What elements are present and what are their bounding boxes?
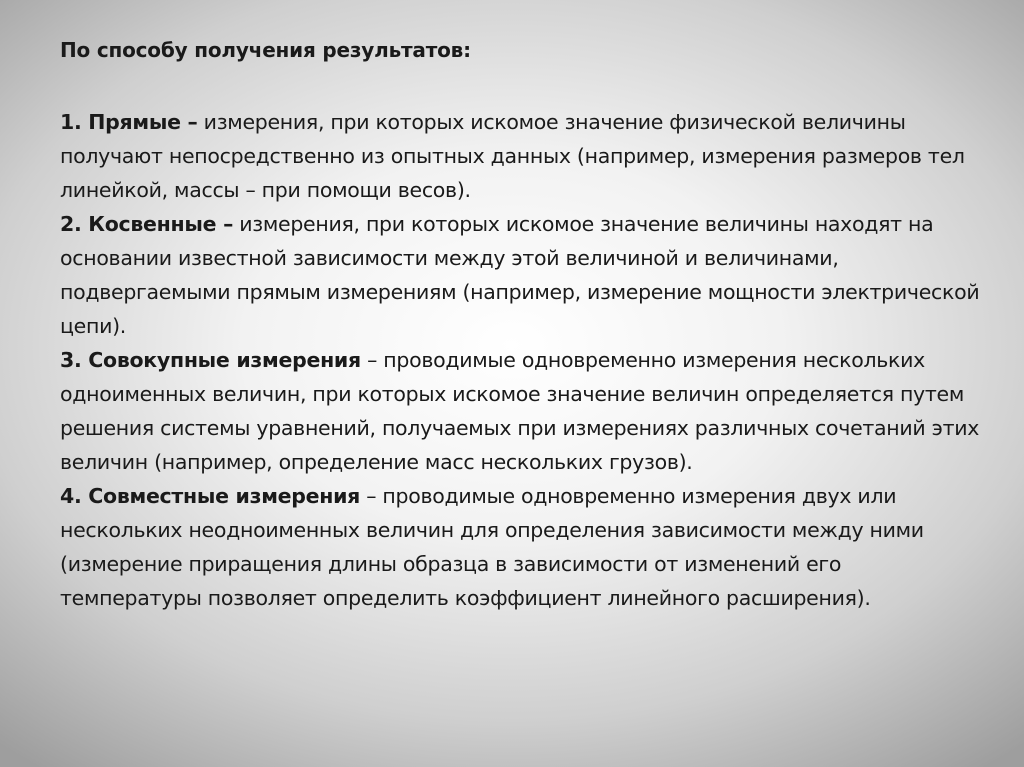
item-term: 1. Прямые – xyxy=(60,110,198,134)
item-text: – проводимые одновременно измерения двух или нескольких неодноименных величин для определения зависимости между ними (измерение приращения длины образца в зависимости от изменений его температуры позволяет определить коэффициент линейного расширения). xyxy=(60,484,924,610)
slide-title: По способу получения результатов: xyxy=(60,38,471,62)
list-item-indirect xyxy=(60,207,980,343)
item-text: измерения, при которых искомое значение физической величины получают непосредственно из опытных данных (например, измерения размеров тел линейкой, массы – при помощи весов). xyxy=(60,110,965,202)
list-item-aggregate xyxy=(60,343,980,479)
item-text: – проводимые одновременно измерения нескольких одноименных величин, при которых искомое значение величин определяется путем решения системы уравнений, получаемых при измерениях различных сочетаний этих величин (например, определение масс нескольких грузов). xyxy=(60,348,980,474)
item-term: 4. Совместные измерения xyxy=(60,484,361,508)
item-term: 3. Совокупные измерения xyxy=(60,348,361,372)
list-item-direct xyxy=(60,105,980,207)
item-term: 2. Косвенные – xyxy=(60,212,234,236)
slide-content xyxy=(60,105,980,615)
list-item-joint xyxy=(60,479,980,615)
item-text: измерения, при которых искомое значение величины находят на основании известной зависимости между этой величиной и величинами, подвергаемыми прямым измерениям (например, измерение мощности электрической цепи). xyxy=(60,212,980,338)
